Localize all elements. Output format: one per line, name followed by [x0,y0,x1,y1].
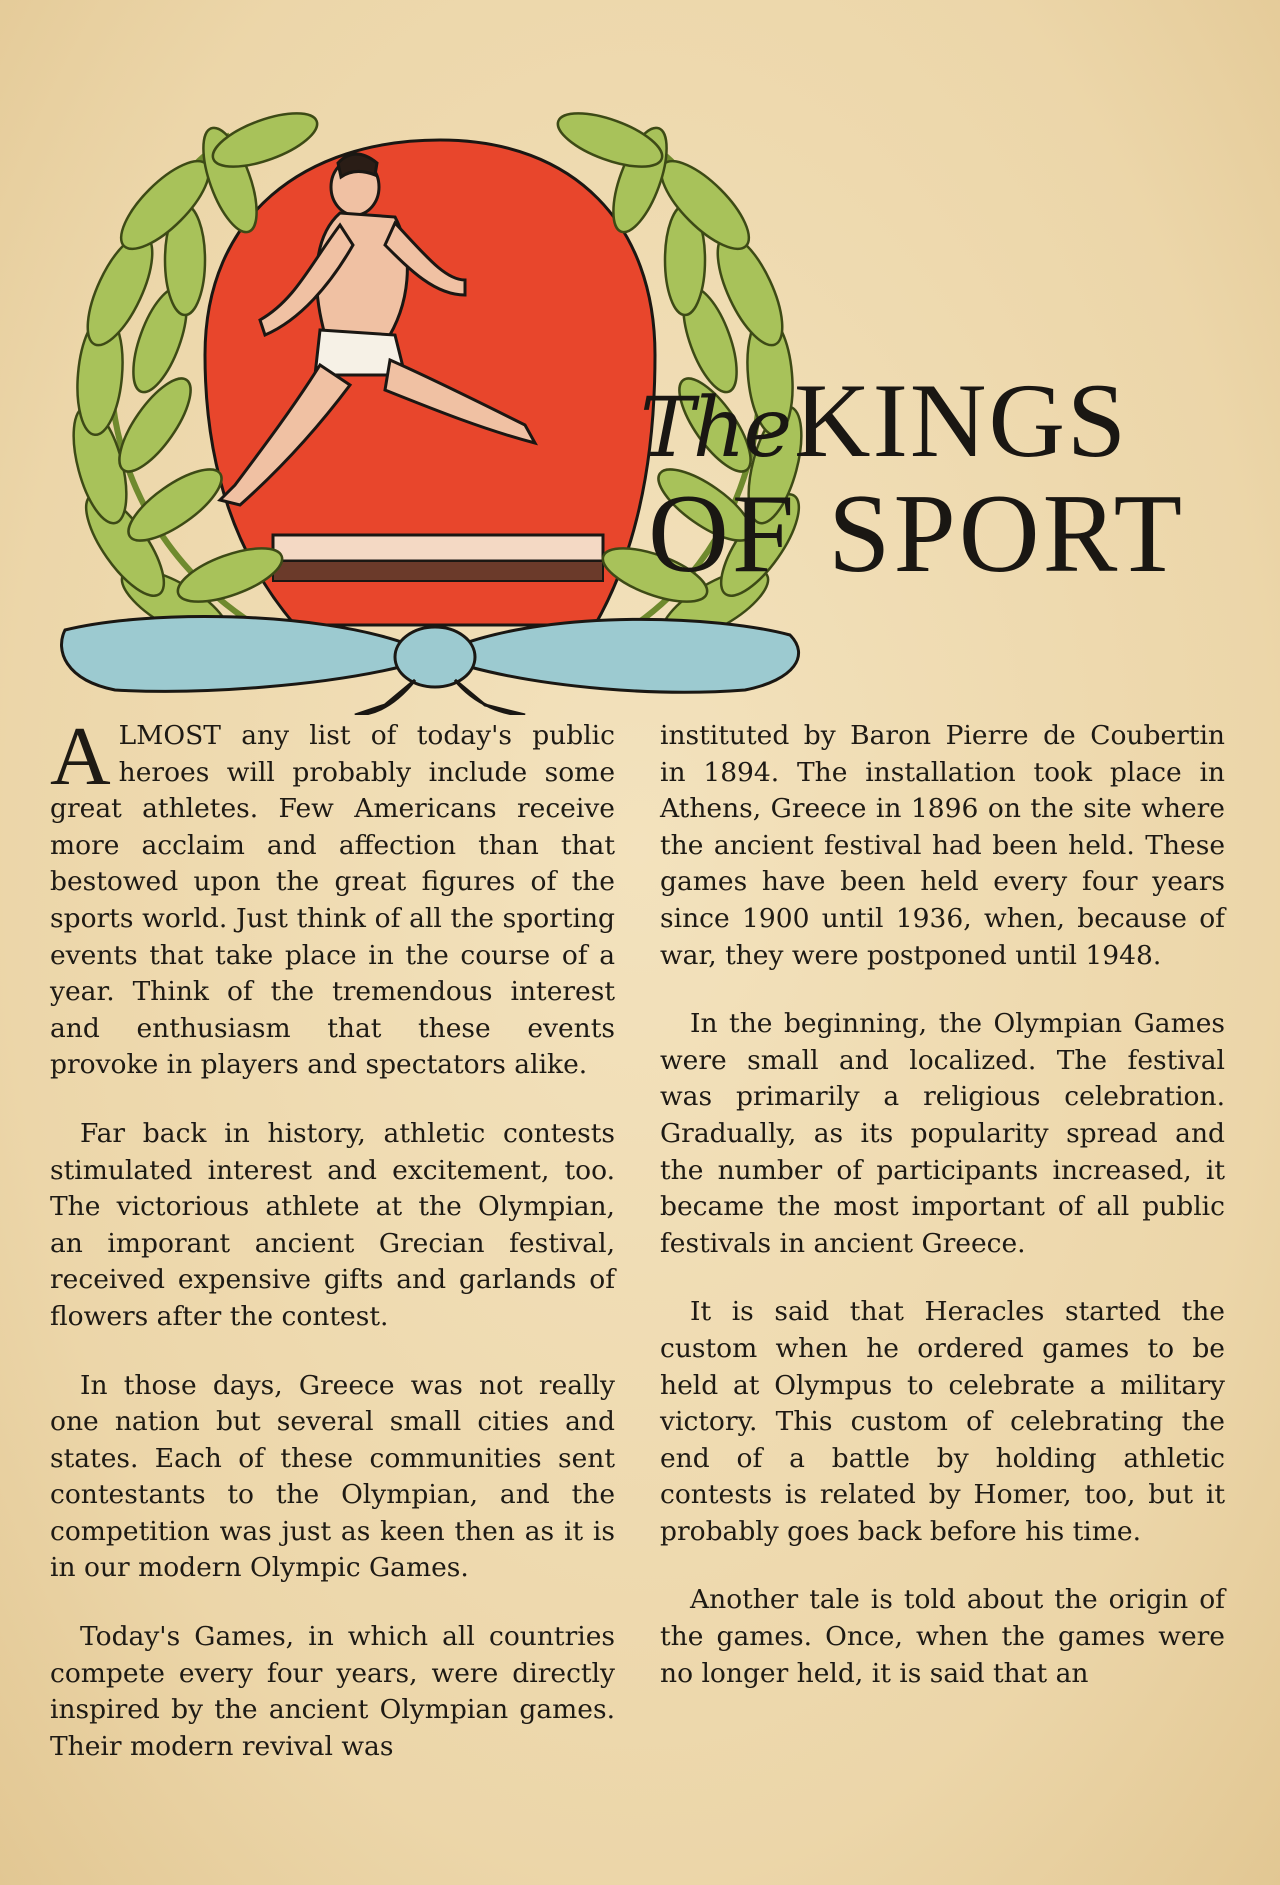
hurdle-icon [273,535,603,581]
paragraph: Today's Games, in which all countries compete every four years, were directly inspired by the ancient Olympian games. Their modern revival was [50,1621,615,1762]
paragraph: It is said that Heracles started the custom when he ordered games to be held at Olympus to celebrate a military victory. This custom of celebrating the end of a battle by holding athletic contests is related by Homer, too, but it probably goes back before his time. [660,1296,1225,1547]
paragraph-continuation: instituted by Baron Pierre de Coubertin in 1894. The installation took place in Athens, Greece in 1896 on the site where the ancient festival had been held. These games have been held every four years since 1900 until 1936, when, because of war, they were postponed until 1948. [660,720,1225,971]
article-title [640,362,1260,596]
title-line-2: OF SPORT [648,472,1186,596]
ribbon-bow-icon [62,616,799,715]
paragraph: In those days, Greece was not really one nation but several small cities and states. Each of these communities sent contestants to the Olympian, and the competition was just as keen then as it is in our modern Olympic Games. [50,1369,615,1584]
title-line-1: KINGS [794,362,1128,479]
paragraph: Far back in history, athletic contests stimulated interest and excitement, too. The victorious athlete at the Olympian, an imporant ancient Grecian festival, received expensive gifts and garlands of flowers after the contest. [50,1117,615,1332]
drop-cap: A [50,710,111,803]
title-prefix: The [640,381,791,476]
paragraph: In the beginning, the Olympian Games were small and localized. The festival was primarily a religious celebration. Gradually, as its popularity spread and the number of participants increased, it became the most important of all public festivals in ancient Greece. [660,1008,1225,1259]
paragraph-intro [50,710,615,1084]
paragraph: Another tale is told about the origin of the games. Once, when the games were no longer held, it is said that an [660,1584,1225,1689]
left-column [50,710,615,1797]
paragraph-intro-text: LMOST any list of today's public heroes will probably include some great athletes. Few Americans receive more acclaim and affection than that bestowed upon the great figures of the sports world. Just think of all the sporting events that take place in the course of a year. Think of the tremendous interest and enthusiasm that these events provoke in players and spectators alike. [50,720,615,1081]
right-column [660,718,1225,1724]
